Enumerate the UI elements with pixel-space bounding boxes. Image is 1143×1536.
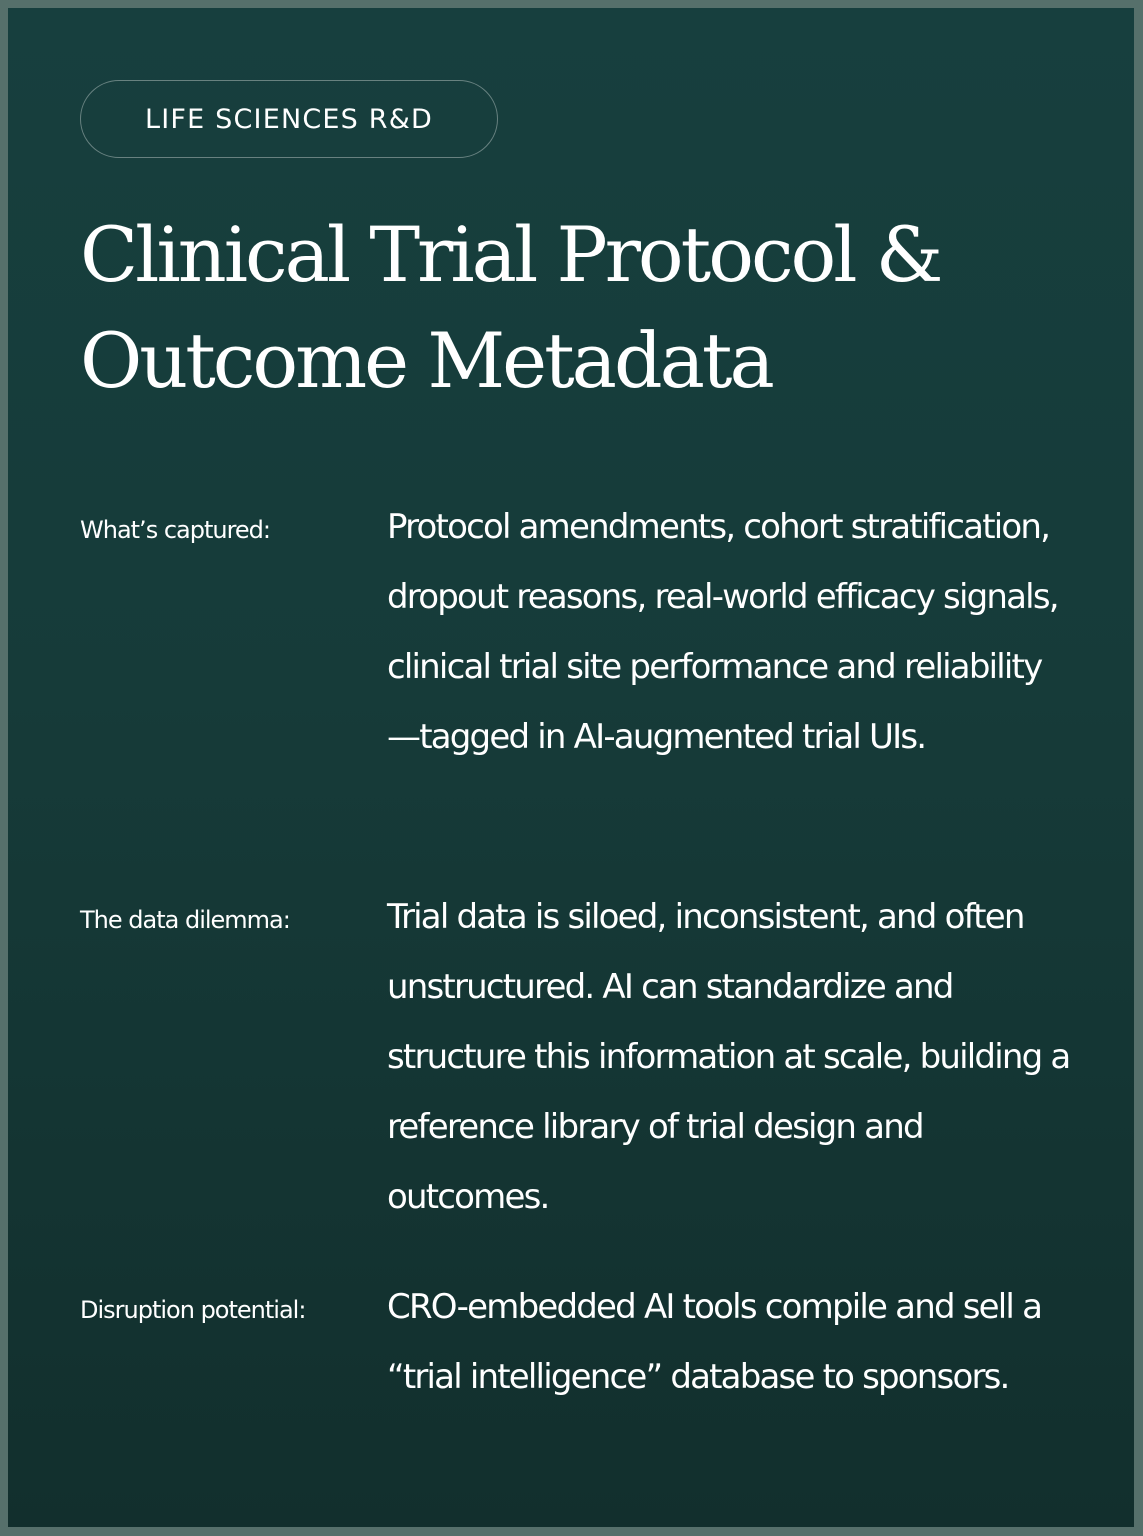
section-text: Protocol amendments, cohort stratification, dropout reasons, real-world efficacy signals, clinical trial site performance and reliability —tagged in AI-augmented trial UIs. bbox=[387, 507, 1058, 757]
section-label: The data dilemma: bbox=[80, 906, 290, 934]
category-tag: LIFE SCIENCES R&D bbox=[80, 80, 498, 158]
section-label: Disruption potential: bbox=[80, 1296, 306, 1324]
info-card bbox=[8, 8, 1134, 1527]
section-text: CRO-embedded AI tools compile and sell a “trial intelligence” database to sponsors. bbox=[387, 1287, 1042, 1397]
section-text: Trial data is siloed, inconsistent, and often unstructured. AI can standardize and structure this information at scale, building a reference library of trial design and outcomes. bbox=[387, 897, 1070, 1217]
section-label: What’s captured: bbox=[80, 516, 271, 544]
card-title: Clinical Trial Protocol & Outcome Metadata bbox=[80, 210, 941, 405]
